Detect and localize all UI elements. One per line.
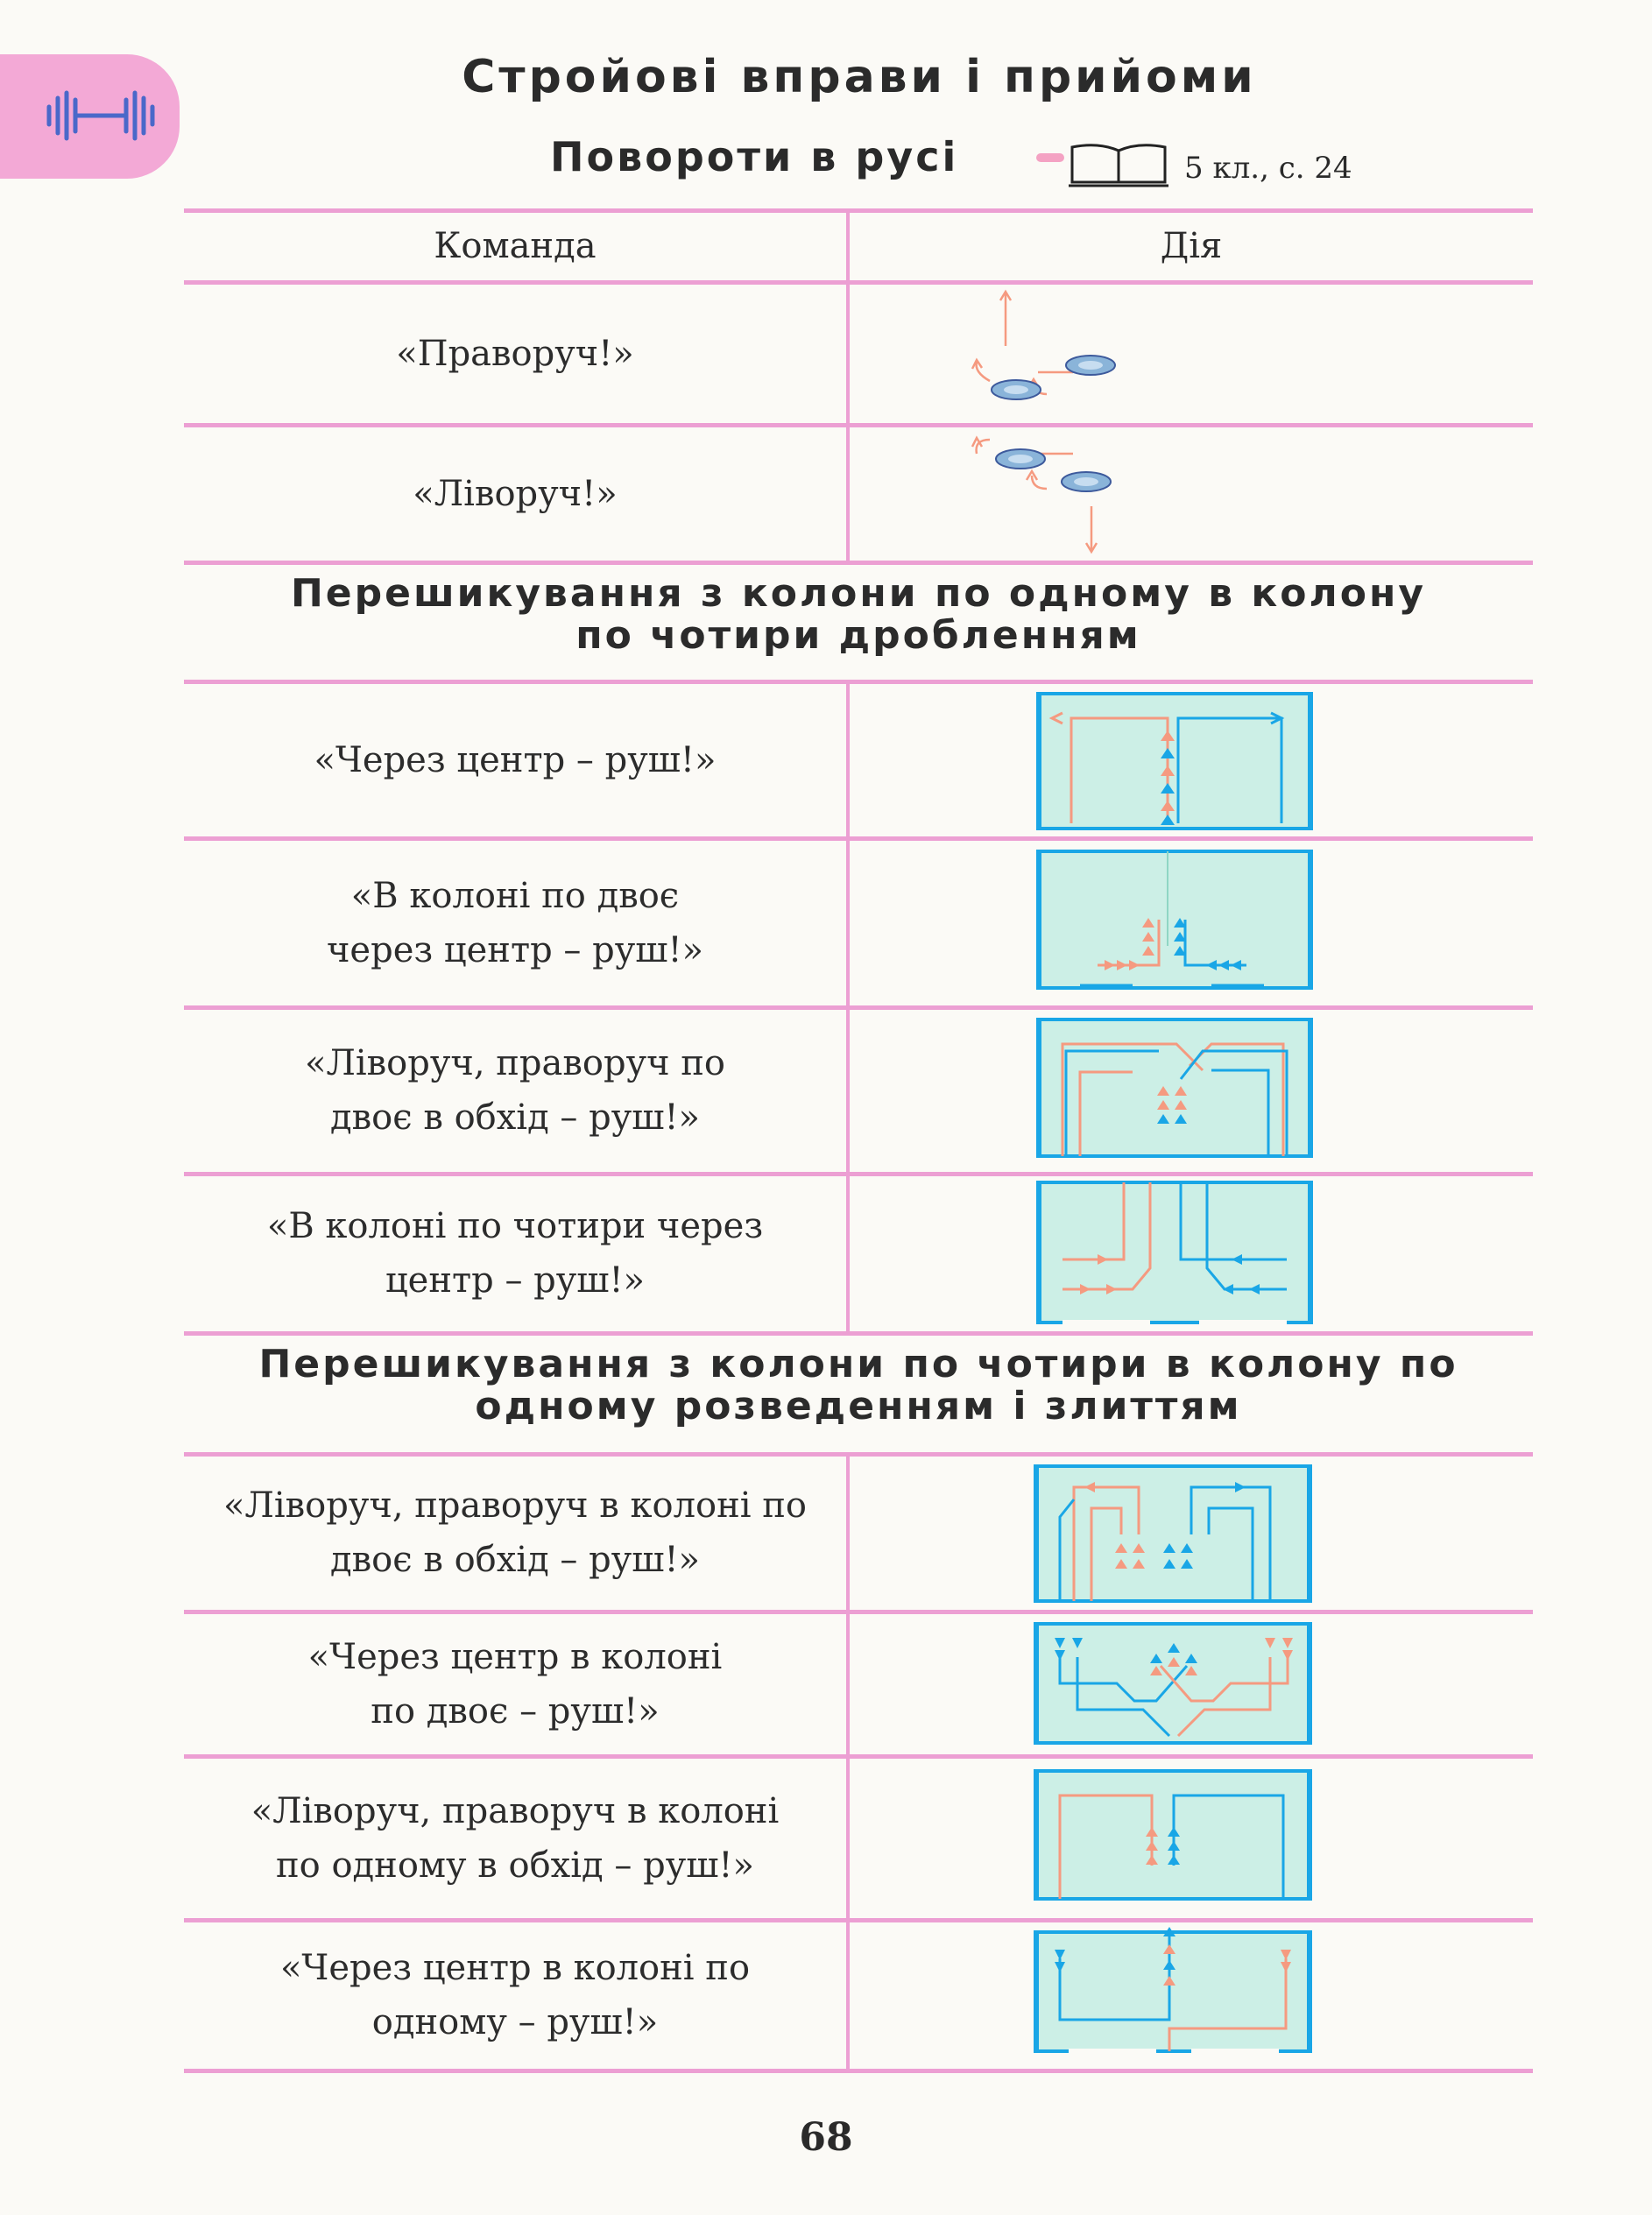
table-rule <box>184 1331 1533 1336</box>
table-rule <box>184 2069 1533 2073</box>
table-rule <box>184 561 1533 565</box>
page-title: Стройові вправи і прийоми <box>462 51 1257 103</box>
command-crush-1: «Через центр – руш!» <box>314 739 717 780</box>
header-command: Команда <box>434 226 597 266</box>
formation-diagram-merge-2 <box>1034 1622 1312 1745</box>
left-turn-footprints <box>964 427 1139 559</box>
command-crush-3: «Ліворуч, праворуч по двоє в обхід – руш!» <box>304 1043 726 1138</box>
formation-diagram-crush-2 <box>1036 850 1313 990</box>
footprint-icon <box>992 356 1115 399</box>
command-right-turn: «Праворуч!» <box>396 333 634 374</box>
section-heading-merging: Перешикування з колони по чотири в колону по одному розведенням і злиттям <box>258 1342 1458 1428</box>
formation-diagram-merge-4 <box>1034 1923 1312 2055</box>
right-turn-footprints <box>964 285 1139 420</box>
formation-diagram-merge-3 <box>1034 1769 1312 1901</box>
subtitle-row <box>0 133 1652 194</box>
book-reference: 5 кл., с. 24 <box>1184 151 1352 186</box>
formation-diagram-merge-1 <box>1034 1464 1312 1603</box>
formation-diagram-crush-4 <box>1036 1181 1313 1326</box>
command-merge-2: «Через центр в колоні по двоє – руш!» <box>307 1636 723 1732</box>
command-left-turn: «Ліворуч!» <box>413 473 618 514</box>
section-subtitle: Повороти в русі <box>550 133 959 180</box>
command-crush-4: «В колоні по чотири через центр – руш!» <box>266 1206 764 1301</box>
command-merge-1: «Ліворуч, праворуч в колоні по двоє в обхід – руш!» <box>223 1485 807 1580</box>
command-merge-4: «Через центр в колоні по одному – руш!» <box>279 1948 751 2042</box>
table-divider <box>846 681 850 1331</box>
command-crush-2: «В колоні по двоє через центр – руш!» <box>326 875 704 970</box>
page-number: 68 <box>799 2115 853 2160</box>
command-merge-3: «Ліворуч, праворуч в колоні по одному в обхід – руш!» <box>251 1790 780 1886</box>
book-icon <box>1034 138 1174 191</box>
formation-diagram-crush-1 <box>1036 692 1313 830</box>
header-action: Дія <box>1160 226 1223 266</box>
table-divider <box>846 1454 850 2069</box>
formation-diagram-crush-3 <box>1036 1018 1313 1158</box>
section-heading-crushing: Перешикування з колони по одному в колону по чотири дробленням <box>290 571 1427 658</box>
